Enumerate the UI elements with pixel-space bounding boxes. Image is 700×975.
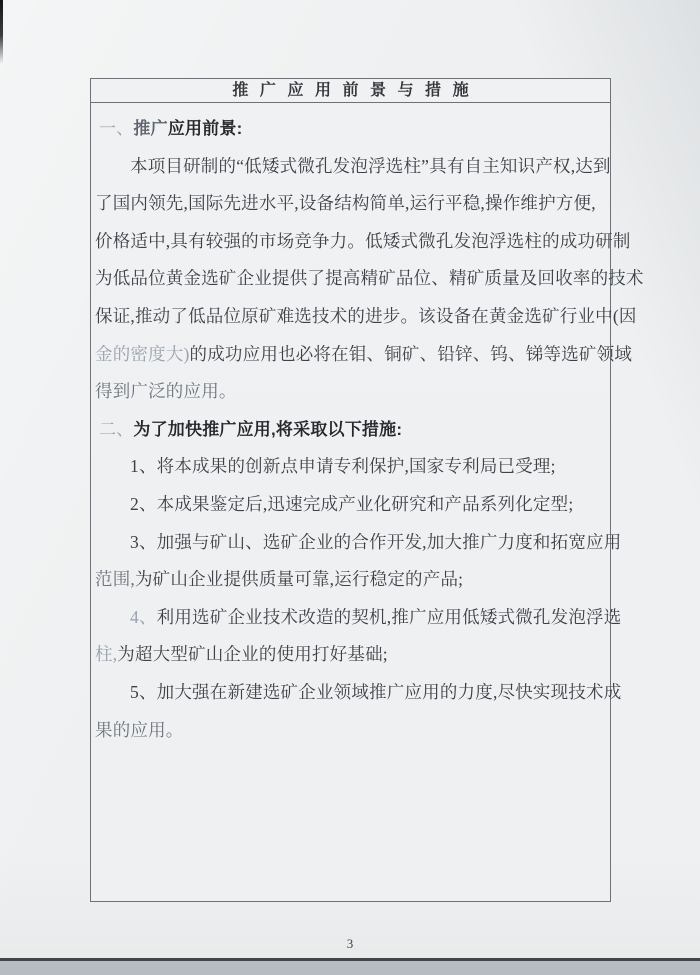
text-segment: 利用选矿企业技术改造的契机,推广应用低矮式微孔发泡浮选 xyxy=(156,606,622,627)
text-segment: 价格适中,具有较强的市场竞争力。低矮式微孔发泡浮选柱的成功研制 xyxy=(95,230,631,251)
text-segment: 应用前景: xyxy=(167,119,243,138)
text-line xyxy=(95,712,606,750)
text-line xyxy=(95,636,606,674)
text-line xyxy=(95,148,611,186)
text-segment: 了国内领先,国际先进水平,设备结构简单,运行平稳,操作维护方便, xyxy=(95,193,596,214)
text-segment: 为了加快推广应用,将采取以下措施: xyxy=(133,419,403,439)
text-segment: 本项目研制的“低矮式微孔发泡浮选柱”具有自主知识产权,达到 xyxy=(130,155,611,176)
scan-edge-artifact xyxy=(0,0,3,64)
text-segment: 为超大型矿山企业的使用打好基础; xyxy=(117,644,388,665)
text-segment: 推广 xyxy=(133,119,168,138)
text-segment: 一、 xyxy=(99,119,134,138)
text-line xyxy=(95,599,622,637)
document-body xyxy=(91,103,644,749)
text-segment: 为矿山企业提供质量可靠,运行稳定的产品; xyxy=(134,569,464,590)
text-segment: 2、本成果鉴定后,迅速完成产业化研究和产品系列化定型; xyxy=(130,493,574,514)
text-line xyxy=(95,223,631,261)
text-line xyxy=(95,373,606,411)
text-segment: 柱, xyxy=(95,644,118,665)
text-segment: 二、 xyxy=(99,419,134,439)
text-segment: 范围, xyxy=(95,569,135,590)
text-segment: 1、将本成果的创新点申请专利保护,国家专利局已受理; xyxy=(130,456,556,477)
text-line xyxy=(95,561,606,599)
document-table xyxy=(90,78,644,902)
text-segment: 为低品位黄金选矿企业提供了提高精矿品位、精矿质量及回收率的技术 xyxy=(95,268,644,289)
heading-line xyxy=(95,110,606,148)
scan-edge-bottom-artifact xyxy=(0,958,700,975)
text-segment: 金的密度大) xyxy=(95,343,190,364)
page-number: 3 xyxy=(346,936,354,951)
text-segment: 果的应用。 xyxy=(95,719,184,740)
text-line xyxy=(95,260,644,298)
text-segment: 的成功应用也必将在钼、铜矿、铅锌、钨、锑等选矿领域 xyxy=(189,343,633,364)
text-line xyxy=(95,524,622,562)
section-title: 推广应用前景与措施 xyxy=(91,79,610,103)
text-line xyxy=(95,486,606,524)
text-line xyxy=(95,674,622,712)
text-segment: 4、 xyxy=(130,606,157,627)
text-segment: 5、加大强在新建选矿企业领域推广应用的力度,尽快实现技术成 xyxy=(130,681,622,702)
heading-line xyxy=(95,411,606,449)
text-line xyxy=(95,448,606,486)
text-segment: 保证,推动了低品位原矿难选技术的进步。该设备在黄金选矿行业中(因 xyxy=(95,305,637,326)
text-line xyxy=(95,336,633,374)
text-segment: 3、加强与矿山、选矿企业的合作开发,加大推广力度和拓宽应用 xyxy=(130,531,622,552)
text-line xyxy=(95,298,637,336)
text-segment: 得到广泛的应用。 xyxy=(95,381,237,402)
text-line xyxy=(95,185,606,223)
